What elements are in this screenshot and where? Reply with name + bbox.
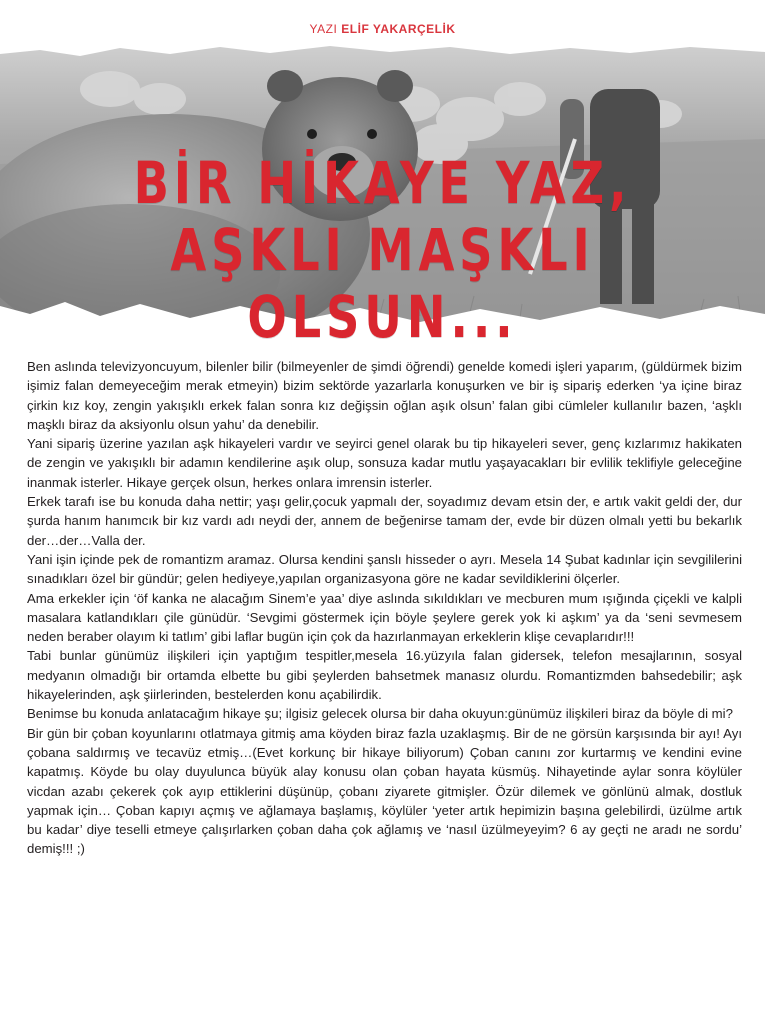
headline: [77, 150, 689, 351]
paragraph: Tabi bunlar günümüz ilişkileri için yaptığım tespitler,mesela 16.yüzyıla falan gidersek, telefon mesajlarının, sosyal medyanın olmadığı bir ortamda elbette bu gibi şeylerden bahsetmek manasız olurdu. Romantizmden bahsedebilir; aşk hikayelerinden, aşk şiirlerinden, bestelerden konu açabilirdik.: [27, 648, 742, 703]
paragraph: Yani işin içinde pek de romantizm aramaz. Olursa kendini şanslı hisseder o ayrı. Mesela 14 Şubat kadınlar için sevgililerini sınadıkları özel bir gündür; gelen hediyeye,yapılan organizasyona göre ne kadar sevildiklerini ölçerler.: [27, 551, 742, 587]
byline-prefix: YAZI: [309, 22, 338, 36]
byline-author: ELİF YAKARÇELİK: [341, 22, 456, 36]
paragraph: Erkek tarafı ise bu konuda daha nettir; yaşı gelir,çocuk yapmalı der, soyadımız devam etsin der, e artık vakit geldi der, dur şurda hanım hanımcık bir kız vardı adı neydi der, annem de beğenirse tamam der, evde bir düzen olmalı yetti bu bekarlık der…der…Valla der.: [27, 494, 742, 548]
paragraph: Ben aslında televizyoncuyum, bilenler bilir (bilmeyenler de şimdi öğrendi) genelde komedi işleri yaparım, (güldürmek bizim işimiz falan demeyeceğim merak etmeyin) bizim sektörde yazarlarla konuşurken ve bir iş sipariş ederken ‘ya içine biraz çirkin kız koy, zengin yakışıklı erkek falan sonra kız değişsin oğlan aşık olsun’ falan gibi cümleler kullanılır bazen, ‘aşklı maşklı biraz da aksiyonlu olsun yahu’ da denebilir.: [27, 359, 742, 432]
article-body: [27, 357, 742, 859]
paragraph: Ama erkekler için ‘öf kanka ne alacağım Sinem’e yaa’ diye aslında sıkıldıkları ve mecburen mum ışığında çiçekli ve kalpli masalara katlandıkları çile günüdür. ‘Sevgimi göstermek için böyle şeylere gerek yok ki aşkım’ ya da ‘seni sevmesem neden beraber olayım ki tatlım’ gibi laflar bugün için çok da hazırlanmayan erkeklerin klişe cevaplarıdır!!!: [27, 590, 742, 645]
paragraph: Benimse bu konuda anlatacağım hikaye şu; ilgisiz gelecek olursa bir daha okuyun:günümüz ilişkileri biraz da böyle di mi?: [27, 706, 733, 722]
paragraph: Bir gün bir çoban koyunlarını otlatmaya gitmiş ama köyden biraz fazla uzaklaşmış. Bir de ne görsün karşısında bir ayı! Ayı çobana saldırmış ve tecavüz etmiş…(Evet korkunç bir hikaye biliyorum) Çoban canını zor kurtarmış ve kendini evine kapatmış. Köyde bu olay duyulunca büyük alay konusu olan çoban hayata küsmüş. Nihayetinde aylar sonra köylüler vicdan azabı çekerek çok ayıp ettiklerini düşünüp, çobanı ziyarete gitmişler. Özür dilemek ve gönlünü almak, dostluk yapmak için… Çoban kapıyı açmış ve ağlamaya başlamış, köylüler ‘yeter artık hepimizin başına gelebilirdi, üzülme artık bu kadar’ diye teselli etmeye çalışırlarken çoban daha çok ağlamış ve ‘nasıl üzülmeyeyim? 6 ay geçti ne aradı ne sordu’ demiş!!! ;): [27, 725, 742, 857]
byline: [0, 22, 765, 36]
headline-line-2: AŞKLI MAŞKLI OLSUN...: [170, 216, 595, 351]
paragraph: Yani sipariş üzerine yazılan aşk hikayeleri vardır ve seyirci genel olarak bu tip hikayeleri sever, genç kızlarımız hakikaten de zengin ve yakışıklı bir adamın kendilerine aşık olup, sonsuza kadar mutlu yaşayacakları bir evlilik teklifiyle geleceğine inanmak isterler. Hikaye gerçek olsun, herkes onlara imrensin isterler.: [27, 436, 742, 490]
headline-line-1: BİR HİKAYE YAZ,: [133, 149, 632, 217]
